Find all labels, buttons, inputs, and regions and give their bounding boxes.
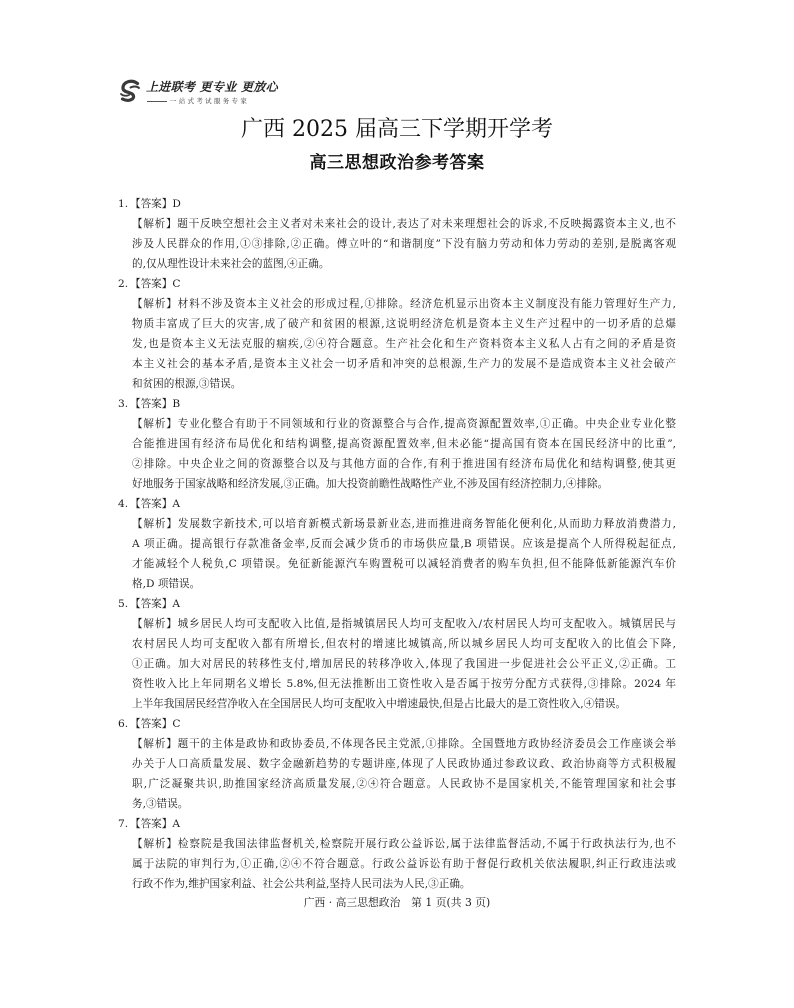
analysis-line: 物质丰富成了巨大的灾害,成了破产和贫困的根源,这说明经济危机是资本主义生产过程中的一切矛盾的总爆 xyxy=(132,318,676,330)
page-title: 广西 2025 届高三下学期开学考 xyxy=(241,117,553,142)
question-number: 1. xyxy=(118,198,129,210)
answer-row xyxy=(118,194,678,214)
answer-label: 【答案】 xyxy=(130,598,173,610)
analysis-line: 好地服务于国家战略和经济发展,③正确。加大投资前瞻性战略性产业,不涉及国有经济控制力,④排除。 xyxy=(132,478,609,490)
analysis-line: 合能推进国有经济布局优化和结构调整,提高资源配置效率,但未必能“提高国有资本在国民经济中的比重”, xyxy=(132,438,676,450)
page-footer: 广西 · 高三思想政治 第 1 页(共 3 页) xyxy=(303,896,491,909)
answer-row xyxy=(118,494,678,514)
answer-label: 【答案】 xyxy=(130,818,173,830)
analysis-line: ②排除。中央企业之间的资源整合以及与其他方面的合作,有利于推进国有经济布局优化和结构调整,使其更 xyxy=(132,458,676,470)
answer-label: 【答案】 xyxy=(130,718,173,730)
question-number: 7. xyxy=(118,818,129,830)
brand-slogan: 上进联考 更专业 更放心 xyxy=(146,80,278,94)
analysis-line: A 项正确。提高银行存款准备金率,反而会减少货币的市场供应量,B 项错误。应该是提高个人所得税起征点, xyxy=(132,538,676,550)
page-subtitle: 高三思想政治参考答案 xyxy=(309,153,485,173)
answer-value: D xyxy=(172,198,181,210)
question-7 xyxy=(118,814,678,894)
analysis-line: 【解析】检察院是我国法律监督机关,检察院开展行政公益诉讼,属于法律监督活动,不属于行政执法行为,也不 xyxy=(132,838,676,850)
analysis-line: 【解析】题干反映空想社会主义者对未来社会的设计,表达了对未来理想社会的诉求,不反映揭露资本主义,也不 xyxy=(132,218,676,230)
analysis-line: 【解析】发展数字新技术,可以培育新模式新场景新业态,进而推进商务智能化便利化,从而助力释放消费潜力, xyxy=(132,518,676,530)
answer-value: A xyxy=(172,818,181,830)
answer-list xyxy=(118,194,678,894)
answer-row xyxy=(118,594,678,614)
tagline-rule xyxy=(147,101,167,102)
answer-value: C xyxy=(172,278,181,290)
answer-value: C xyxy=(172,718,181,730)
analysis-line: 办关于人口高质量发展、数字金融新趋势的专题讲座,体现了人民政协通过参政议政、政治协商等方式积极履 xyxy=(132,758,676,770)
analysis-line: 【解析】专业化整合有助于不同领域和行业的资源整合与合作,提高资源配置效率,①正确。中央企业专业化整 xyxy=(132,418,676,430)
analysis-line: 职,广泛凝聚共识,助推国家经济高质量发展,②④符合题意。人民政协不是国家机关,不能管理国家和社会事 xyxy=(132,778,676,790)
brand-tagline: 一站式考试服务专家 xyxy=(170,97,250,105)
answer-label: 【答案】 xyxy=(130,398,173,410)
answer-row xyxy=(118,394,678,414)
analysis-line: ①正确。加大对居民的转移性支付,增加居民的转移净收入,体现了我国进一步促进社会公平正义,②正确。工 xyxy=(132,658,676,670)
question-number: 2. xyxy=(118,278,129,290)
question-number: 5. xyxy=(118,598,129,610)
answer-value: A xyxy=(172,498,181,510)
question-5 xyxy=(118,594,678,714)
analysis-line: 行政不作为,维护国家利益、社会公共利益,坚持人民司法为人民,③正确。 xyxy=(132,878,471,890)
swirl-logo-icon xyxy=(117,78,143,104)
analysis-line: 农村居民人均可支配收入都有所增长,但农村的增速比城镇高,所以城乡居民人均可支配收入的比值会下降, xyxy=(132,638,676,650)
analysis-line: 属于法院的审判行为,①正确,②④不符合题意。行政公益诉讼有助于督促行政机关依法履职,纠正行政违法或 xyxy=(132,858,676,870)
answer-label: 【答案】 xyxy=(130,198,173,210)
brand-logo xyxy=(117,77,292,111)
analysis-line: 【解析】题干的主体是政协和政协委员,不体现各民主党派,①排除。全国暨地方政协经济委员会工作座谈会举 xyxy=(132,738,676,750)
question-number: 6. xyxy=(118,718,129,730)
analysis-line: 格,D 项错误。 xyxy=(132,578,201,590)
question-4 xyxy=(118,494,678,594)
question-1 xyxy=(118,194,678,274)
analysis-line: 本主义社会的基本矛盾,是资本主义社会一切矛盾和冲突的总根源,生产力的发展不是造成资本主义社会破产 xyxy=(132,358,676,370)
answer-row xyxy=(118,714,678,734)
analysis-line: 【解析】城乡居民人均可支配收入比值,是指城镇居民人均可支配收入/农村居民人均可支配收入。城镇居民与 xyxy=(132,618,676,630)
analysis-line: 发,也是资本主义无法克服的痼疾,②④符合题意。生产社会化和生产资料资本主义私人占有之间的矛盾是资 xyxy=(132,338,676,350)
analysis-line: 才能减轻个人税负,C 项错误。免征新能源汽车购置税可以减轻消费者的购车负担,但不能降低新能源汽车价 xyxy=(132,558,676,570)
answer-row xyxy=(118,814,678,834)
answer-label: 【答案】 xyxy=(130,278,173,290)
question-3 xyxy=(118,394,678,494)
question-number: 4. xyxy=(118,498,129,510)
answer-value: B xyxy=(172,398,181,410)
analysis-line: 的,仅从理性设计未来社会的蓝图,④正确。 xyxy=(132,258,330,270)
analysis-line: 涉及人民群众的作用,①③排除,②正确。傅立叶的“和谐制度”下没有脑力劳动和体力劳动的差别,是脱离客观 xyxy=(132,238,676,250)
analysis-line: 和贫困的根源,③错误。 xyxy=(132,378,242,390)
analysis-line: 上半年我国居民经营净收入在全国居民人均可支配收入中增速最快,但是占比最大的是工资性收入,④错误。 xyxy=(132,698,627,710)
answer-label: 【答案】 xyxy=(130,498,173,510)
question-6 xyxy=(118,714,678,814)
analysis-line: 资性收入比上年同期名义增长 5.8%,但无法推断出工资性收入是否属于按劳分配方式获得,③排除。2024 年 xyxy=(132,678,676,690)
analysis-line: 务,③错误。 xyxy=(132,798,189,810)
question-2 xyxy=(118,274,678,394)
question-number: 3. xyxy=(118,398,129,410)
analysis-line: 【解析】材料不涉及资本主义社会的形成过程,①排除。经济危机显示出资本主义制度没有能力管理好生产力, xyxy=(132,298,676,310)
answer-row xyxy=(118,274,678,294)
answer-value: A xyxy=(172,598,181,610)
